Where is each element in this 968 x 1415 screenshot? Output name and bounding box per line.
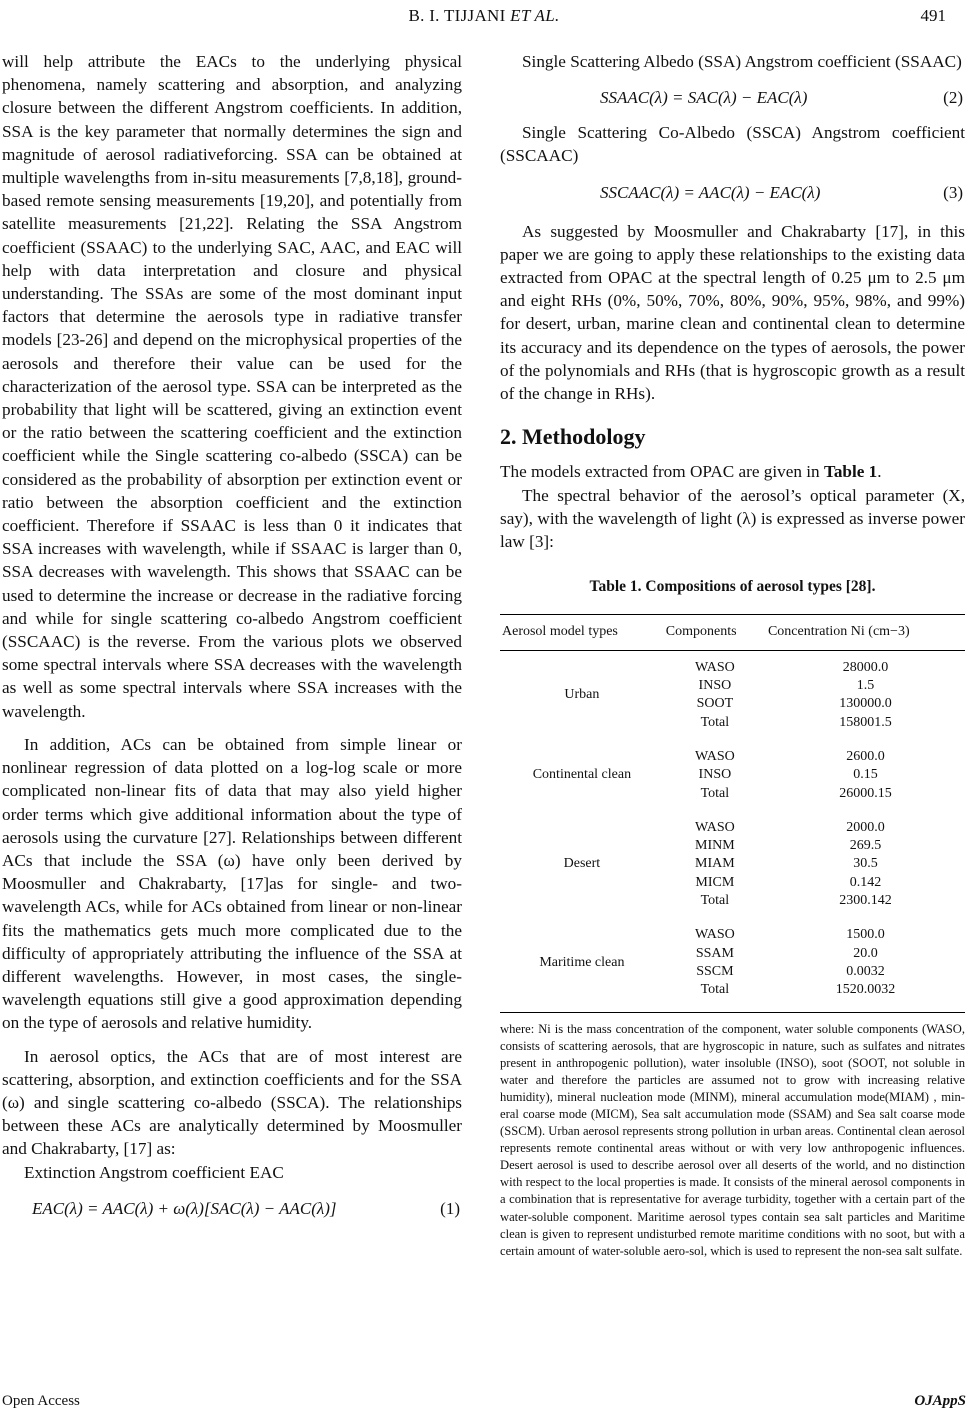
table-cell-values: 2600.0 0.15 26000.15 [839, 748, 892, 801]
paragraph-r2: Single Scattering Co-Albedo (SSCA) Angstrom coefficient (SSCAAC) [500, 123, 965, 166]
equation-2-number: (2) [943, 88, 963, 108]
page-number: 491 [920, 6, 946, 25]
table-cell-components: WASO SSAM SSCM Total [664, 918, 766, 1012]
paragraph-r4-text: The models extracted from OPAC are given in [500, 462, 824, 482]
equation-3-number: (3) [943, 182, 963, 202]
table-header-cell: Aerosol model types [500, 615, 664, 650]
right-column [500, 50, 965, 1260]
table-header-row [500, 615, 965, 650]
table-cell-values: 1500.0 20.0 0.0032 1520.0032 [766, 918, 965, 1012]
table-cell-values: 2000.0 269.5 30.5 0.142 2300.142 [839, 819, 892, 909]
table-reference-link: Table 1 [823, 462, 878, 482]
table-row [500, 650, 965, 740]
paragraph-2: In addition, ACs can be obtained from simple linear or nonlinear regression of data plotted on a log-log scale or more complicated non-linear fits of data that may also yield higher order terms which give additional information about the type of aerosols using the curvature [27]. Relationships between different ACs that include the SSA (ω) have only been derived by Moosmuller and Chakrabarty, [17]as for single- and two-wavelength ACs, while for ACs obtained from linear or non-linear fits the mathematics gets much more complicated due to the difficulty of appropriately attributing the influence of the SSA at different wavelengths. However, in most cases, the single-wavelength equations still give a good approximation depending on the type of aerosols and relative humidity. [2, 734, 462, 1033]
footer-open-access: Open Access [2, 1393, 80, 1409]
table-header-cell: Components [664, 615, 766, 650]
composition-table [500, 614, 965, 1012]
table-cell-values: 28000.0 1.5 130000.0 158001.5 [839, 659, 892, 730]
paragraph-1: will help attribute the EACs to the underlying physical phenomena, namely scattering and absorption, and analyzing closure between the different Angstrom coefficients. In addition, SSA is the key parameter that normally determines the sign and magnitude of aerosol radiativeforcing. SSA can be obtained at multiple wavelengths from in-situ measurements [7,8,18], ground-based remote sensing measurements [19,20], and potentially from satellite measurements [21,22]. Relating the SSA Angstrom coefficient (SSAAC) to the underlying SAC, AAC, and EAC will help with data interpretation and closure and physical understanding. The SSAs are some of the most dominant input factors that determine the aerosols type in radiative transfer models [23-26] and depend on the microphysical properties of the aerosols and therefore their value can be used for the characterization of the aerosol type. SSA can be interpreted as the probability that light will be scattered, giving an extinction event or the ratio between the scattering coefficient and the extinction coefficient while the Single scattering co-albedo (SSCA) can be considered as the probability of absorption per extinction event or ratio between the absorption coefficient and the extinction coefficient. Therefore if SSAAC is less than 0 it indicates that SSA increases with wavelength, while if SSAAC is larger than 0, SSA decreases with wavelength. This shows that SSAAC can be used to determine the increase or decrease in the radiative forcing and while for single scattering co-albedo Angstrom coefficient (SSCAAC) is the reverse. From the various plots we observed some spectral intervals where SSA decreases with the wavelength as well as some spectral intervals where SSA increases with the wavelength. [2, 52, 462, 721]
table-caption: Table 1. Compositions of aerosol types [28]. [589, 578, 876, 596]
table-header-cell: Concentration Ni (cm−3) [766, 615, 965, 650]
equation-2 [500, 79, 965, 115]
paragraph-r4 [500, 460, 965, 483]
table-cell-components: WASO INSO SOOT Total [695, 659, 735, 730]
table-row [500, 918, 965, 1012]
section-heading: 2. Methodology [500, 424, 646, 450]
footer-journal-abbrev: OJAppS [914, 1393, 966, 1409]
equation-1-number: (1) [440, 1198, 460, 1218]
table-cell-components: WASO MINM MIAM MICM Total [695, 819, 735, 909]
paragraph-r3: As suggested by Moosmuller and Chakrabarty [17], in this paper we are going to apply these relationships to the existing data extracted from OPAC at the spectral length of 0.25 μm to 2.5 μm and eight RHs (0%, 50%, 70%, 80%, 90%, 95%, 98%, and 99%) for desert, urban, marine clean and continental clean to determine its accuracy and its dependence on the types of aerosols, the power of the polynomials and RHs (that is hygroscopic growth as a result of the change in RHs). [500, 221, 965, 404]
paragraph-3: In aerosol optics, the ACs that are of most interest are scattering, absorption, and extinction coefficients and for the SSA (ω) and single scattering co-albedo (SSCA). The relationships between these ACs are analytically determined by Moosmuller and Chakrabarty, [17] as: [2, 1046, 462, 1159]
equation-1-expression: EAC(λ) = AAC(λ) + ω(λ)[SAC(λ) − AAC(λ)] [32, 1198, 337, 1218]
paragraph-r1: Single Scattering Albedo (SSA) Angstrom coefficient (SSAAC) [522, 52, 962, 71]
left-column [2, 50, 462, 1232]
running-title [0, 6, 968, 26]
table-footnote: where: Ni is the mass concentration of the component, water soluble components (WASO, consists of scattering aerosols, that are hygroscopic in nature, such as sulfates and nitrates present in anthropogenic pollution), water insoluble (INSO), soot (SOOT, not soluble in water and therefore the particles are assumed not to grow with increasing relative humidity), mineral nucleation mode (MINM), mineral accumulation mode(MIAM) , mineral coarse mode (MICM), Sea salt accumulation mode (SSAM) and Sea salt coarse mode (SSCM). Urban aerosol represents strong pollution in urban areas. Continental clean aerosol represents remote continental areas without or with very low anthropogenic influences. Desert aerosol is used to describe aerosol over all deserts of the world, and no distinction with respect to the local properties is made. It consists of the mineral aerosol components in a combination that is representative for average turbidity, together with a certain part of the water-soluble component. Maritime aerosol types contain sea salt particles and Maritime clean is given to represent undisturbed remote maritime conditions with no soot, but with a certain amount of water-soluble aero-sol, which is used to represent the non-sea salt sulfate. [500, 1021, 965, 1258]
table-cell-components: WASO INSO Total [695, 748, 735, 801]
table-cell-type: Maritime clean [500, 918, 664, 1012]
running-title-authors: B. I. TIJJANI [408, 6, 506, 25]
table-cell-type: Desert [563, 856, 601, 872]
equation-3-expression: SSCAAC(λ) = AAC(λ) − EAC(λ) [600, 182, 821, 202]
paragraph-r5: The spectral behavior of the aerosol’s optical parameter (X, say), with the wavelength of light (λ) is expressed as inverse power law [3]: [500, 485, 965, 552]
equation-2-expression: SSAAC(λ) = SAC(λ) − EAC(λ) [600, 88, 808, 108]
table-cell-type: Urban [564, 687, 600, 703]
paragraph-4: Extinction Angstrom coefficient EAC [24, 1162, 284, 1182]
table-cell-type: Continental clean [532, 767, 632, 783]
equation-3 [500, 174, 965, 210]
table-row [500, 811, 965, 918]
paragraph-r4-end: . [877, 462, 882, 482]
table-row [500, 740, 965, 811]
equation-1 [2, 1190, 462, 1226]
running-header [0, 6, 968, 30]
running-title-et-al: ET AL. [510, 6, 560, 25]
